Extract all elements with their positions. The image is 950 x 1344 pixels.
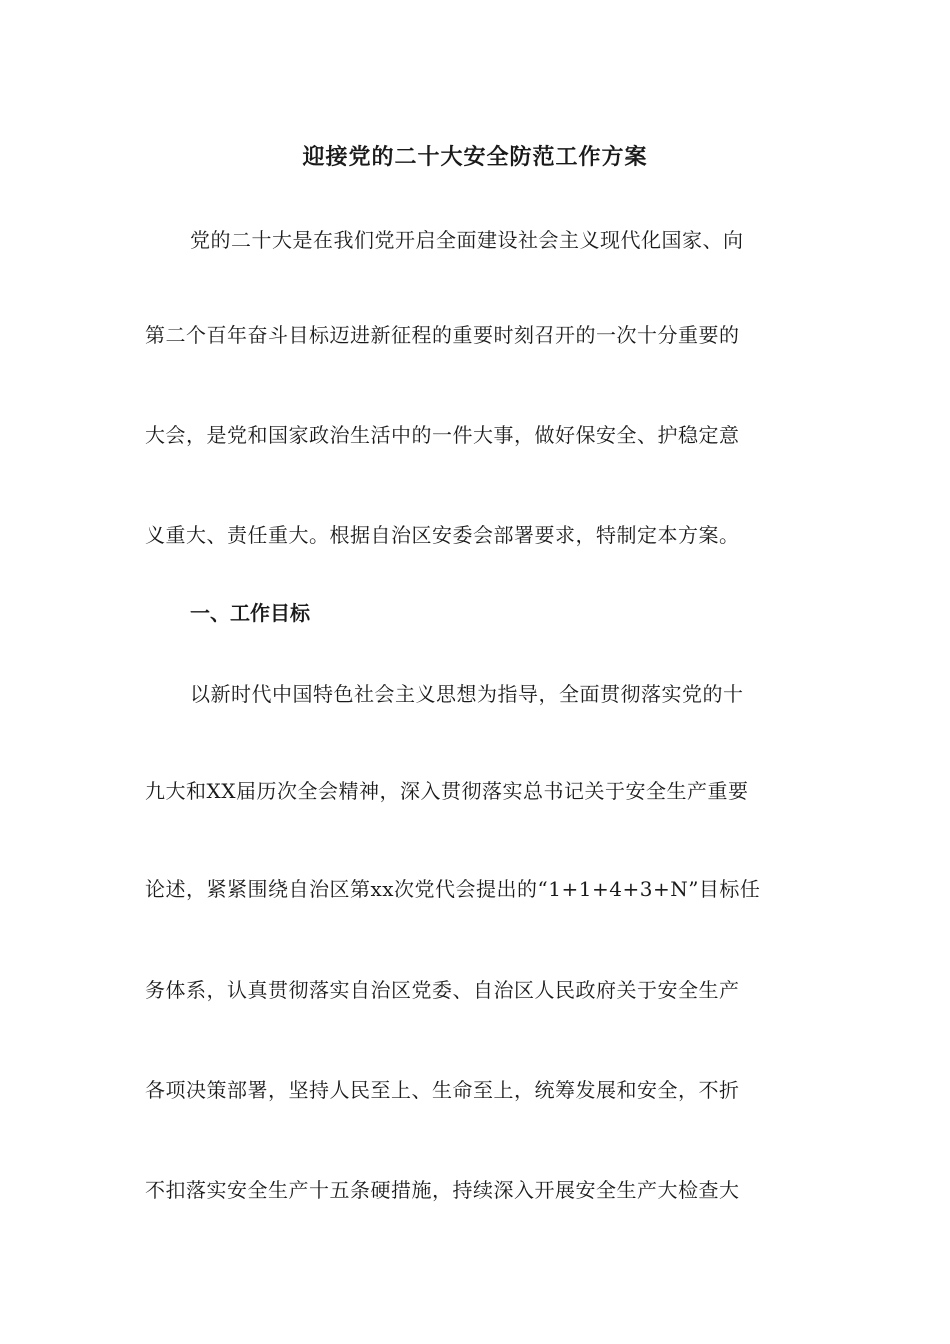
paragraph-line: 党的二十大是在我们党开启全面建设社会主义现代化国家、向 [190,228,744,252]
paragraph-line: 务体系，认真贯彻落实自治区党委、自治区人民政府关于安全生产 [145,978,740,1002]
section-heading: 一、工作目标 [190,601,310,625]
paragraph-line: 以新时代中国特色社会主义思想为指导，全面贯彻落实党的十 [190,682,744,706]
document-title: 迎接党的二十大安全防范工作方案 [302,144,648,170]
paragraph-line: 第二个百年奋斗目标迈进新征程的重要时刻召开的一次十分重要的 [145,323,740,347]
paragraph-line: 论述，紧紧围绕自治区第xx次党代会提出的“1+1+4+3+N”目标任 [145,877,761,901]
paragraph-line: 九大和XX届历次全会精神，深入贯彻落实总书记关于安全生产重要 [145,779,749,803]
paragraph-line: 各项决策部署，坚持人民至上、生命至上，统筹发展和安全，不折 [145,1078,740,1102]
paragraph-line: 不扣落实安全生产十五条硬措施，持续深入开展安全生产大检查大 [145,1178,740,1202]
paragraph-line: 义重大、责任重大。根据自治区安委会部署要求，特制定本方案。 [145,523,740,547]
paragraph-line: 大会，是党和国家政治生活中的一件大事，做好保安全、护稳定意 [145,423,740,447]
